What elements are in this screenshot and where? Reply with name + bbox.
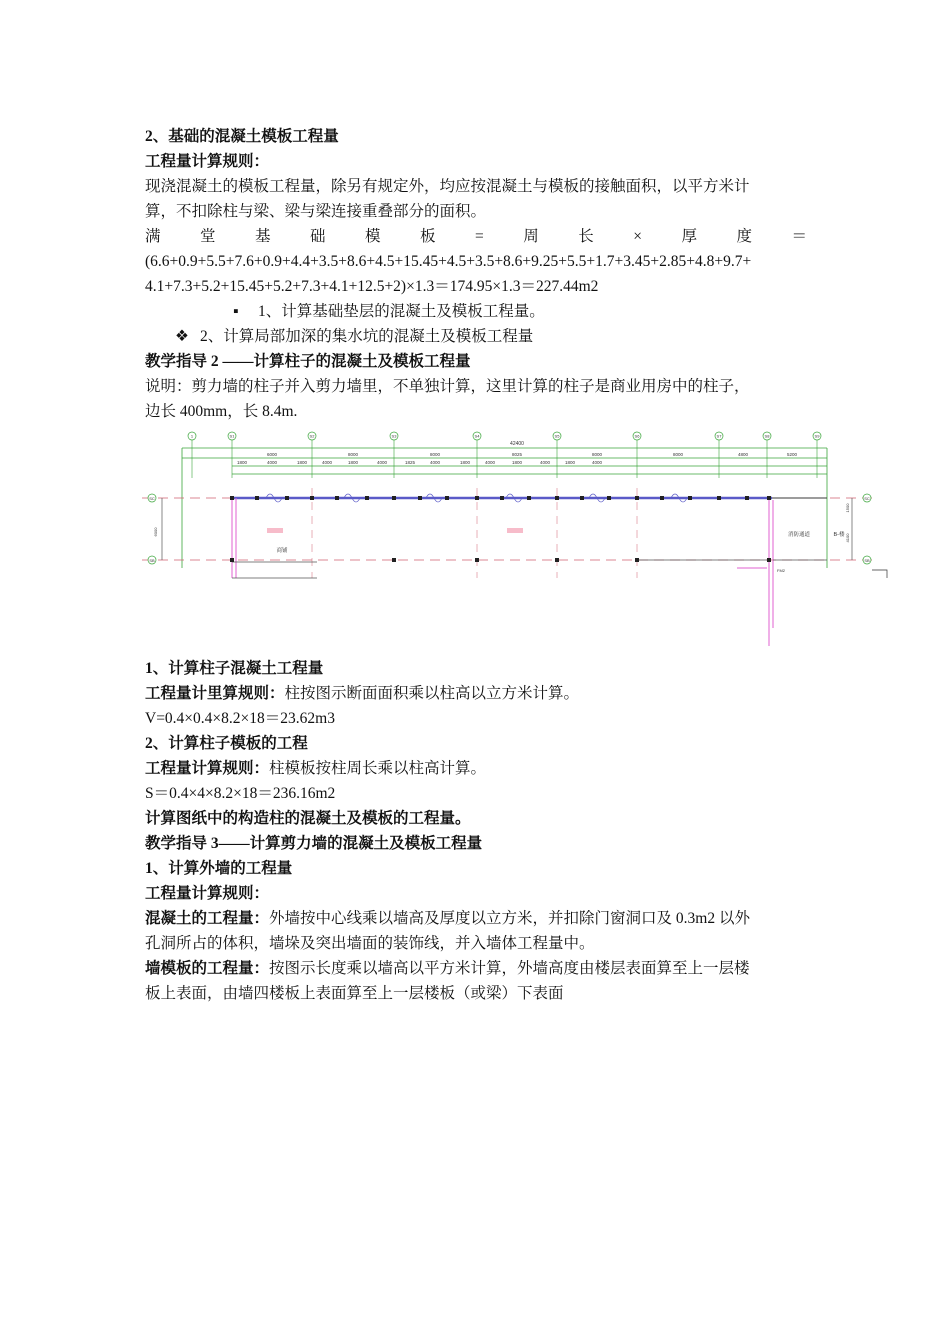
column-mark [335,496,339,500]
concrete-text: 外墙按中心线乘以墙高及厚度以立方米，并扣除门窗洞口及 0.3m2 以外 [269,910,750,927]
axis-label: S3 [391,433,397,439]
column-mark [555,496,559,500]
dim-sub-label: 4000 [376,460,388,465]
rule-title: 工程量计算规则： [145,760,270,777]
dim-span-label: 8000 [429,452,441,457]
formula-char: 厚 [681,228,697,245]
formula-line: (6.6+0.9+5.5+7.6+0.9+4.4+3.5+8.6+4.5+15.45+4.5+3.5+8.6+9.25+5.5+1.7+3.45+2.85+4.8+9.7+ [145,253,752,270]
formula-char: ＝ [791,228,807,245]
dim-sub-label: 4000 [591,460,603,465]
column-mark [580,496,584,500]
axis-label: S5 [554,433,560,439]
axis-label: S4 [474,433,480,439]
dim-span-label: 8000 [672,452,684,457]
row-label: SB [149,558,155,563]
concrete-rule-line [145,906,807,931]
part-heading: 2、计算柱子模板的工程 [145,735,308,752]
formula-line: 4.1+7.3+5.2+15.45+5.2+7.3+4.1+12.5+2)×1.3＝174.95×1.3＝227.44m2 [145,278,599,295]
axis-label: S2 [309,433,315,439]
axis-label: S1 [229,433,235,439]
rule-text: 柱按图示断面面积乘以柱高以立方米计算。 [284,685,580,702]
formula-char: = [475,228,484,245]
dim-sub-label: 1800 [564,460,576,465]
guide-description: 说明：剪力墙的柱子并入剪力墙里，不单独计算，这里计算的柱子是商业用房中的柱子， [145,378,750,395]
formula-char: 长 [578,228,594,245]
column-mark [555,558,559,562]
formula-char: 度 [736,228,752,245]
formula-char: 基 [255,228,271,245]
side-dim-label: 6000 [153,527,158,537]
dim-span-label: 8000 [591,452,603,457]
formula-char: × [633,228,642,245]
formula-line: S＝0.4×4×8.2×18＝236.16m2 [145,785,336,802]
sub-heading: 1、计算外墙的工程量 [145,860,293,877]
column-mark [230,558,234,562]
formwork-label: 墙模板的工程量： [145,960,270,977]
dim-sub-label: 4000 [539,460,551,465]
room-label: 消防通道 [787,532,811,538]
dim-sub-label: 1800 [347,460,359,465]
row-label: SC [864,496,870,501]
formula-char: 板 [420,228,436,245]
dim-sub-label: 4000 [429,460,441,465]
formwork-rule-line [145,956,807,981]
column-mark [475,496,479,500]
column-mark [607,496,611,500]
formula-char: 周 [523,228,539,245]
axis-label: S7 [716,433,722,439]
column-mark [717,496,721,500]
dim-sub-label: 4000 [321,460,333,465]
axis-label: S8 [764,433,770,439]
task-line: 计算图纸中的构造柱的混凝土及模板的工程量。 [145,810,471,827]
bullet-text: 1、计算基础垫层的混凝土及模板工程量。 [258,303,545,320]
rule-title: 工程量计算规则： [145,153,270,170]
column-mark [310,496,314,500]
formula-line: V=0.4×0.4×8.2×18＝23.62m3 [145,710,335,727]
column-mark [745,496,749,500]
part-heading: 1、计算柱子混凝土工程量 [145,660,324,677]
document-content [145,124,870,1006]
column-mark [392,558,396,562]
guide-description: 边长 400mm，长 8.4m. [145,403,298,420]
dim-sub-label: 1800 [236,460,248,465]
dim-span-label: 4800 [737,452,749,457]
dim-sub-label: 1800 [296,460,308,465]
column-mark [230,496,234,500]
bullet-item [145,324,807,349]
axis-label: S6 [634,433,640,439]
column-mark [635,496,639,500]
row-label: SC [149,496,155,501]
diamond-bullet-icon: ❖ [175,328,189,345]
dim-span-label: 5200 [786,452,798,457]
formula-label-line [145,224,807,249]
rule-title: 工程量计里算规则： [145,685,285,702]
guide-title: 教学指导 3——计算剪力墙的混凝土及模板工程量 [145,835,483,852]
dim-sub-label: 1800 [459,460,471,465]
right-dim-label: 1500 [845,503,850,513]
formula-char: 模 [365,228,381,245]
column-mark [285,496,289,500]
dim-span-label: 8025 [511,452,523,457]
formwork-text: 按图示长度乘以墙高以平方米计算，外墙高度由楼层表面算至上一层楼 [269,960,750,977]
dim-sub-label: 1825 [404,460,416,465]
dim-total-label: 42400 [510,441,524,447]
row-label: SB [864,558,870,563]
column-mark [767,558,771,562]
dim-sub-label: 1800 [511,460,523,465]
rule-text: 柱模板按柱周长乘以柱高计算。 [269,760,487,777]
room-label: 商铺 [276,548,288,554]
concrete-label: 混凝土的工程量： [145,910,270,927]
column-mark [767,496,771,500]
column-mark [392,496,396,500]
axis-label: 1 [190,433,194,439]
door-tag-label: FM2 [777,568,785,573]
column-mark [445,496,449,500]
column-mark [500,496,504,500]
rule-text-line: 算，不扣除柱与梁、梁与梁连接重叠部分的面积。 [145,203,487,220]
axis-label: S9 [814,433,820,439]
floor-plan-drawing [137,428,897,646]
column-mark [635,558,639,562]
square-bullet-icon: ▪ [233,303,239,320]
formula-char: 满 [145,228,161,245]
formwork-rule-line: 板上表面，由墙四楼板上表面算至上一层楼板（或梁）下表面 [145,985,564,1002]
column-mark [475,558,479,562]
column-mark [527,496,531,500]
dim-sub-label: 4000 [484,460,496,465]
rule-line [145,681,807,706]
bullet-item [145,299,807,324]
column-mark [418,496,422,500]
column-mark [255,496,259,500]
guide-title: 教学指导 2 ——计算柱子的混凝土及模板工程量 [145,353,471,370]
column-mark [660,496,664,500]
formula-char: 础 [310,228,326,245]
floor-plan-svg [137,428,897,646]
rule-line [145,756,807,781]
room-label: B-楼 [833,532,845,538]
right-dim-label: 4100 [845,533,850,543]
section-heading: 2、基础的混凝土模板工程量 [145,128,339,145]
rule-text-line: 现浇混凝土的模板工程量，除另有规定外，均应按混凝土与模板的接触面积，以平方米计 [145,178,750,195]
dim-sub-label: 4000 [266,460,278,465]
column-mark [365,496,369,500]
column-mark [688,496,692,500]
concrete-rule-line: 孔洞所占的体积，墙垛及突出墙面的装饰线，并入墙体工程量中。 [145,935,595,952]
dim-span-label: 8000 [347,452,359,457]
dim-span-label: 6000 [266,452,278,457]
rule-title: 工程量计算规则： [145,885,270,902]
formula-char: 堂 [200,228,216,245]
bullet-text: 2、计算局部加深的集水坑的混凝土及模板工程量 [200,328,534,345]
